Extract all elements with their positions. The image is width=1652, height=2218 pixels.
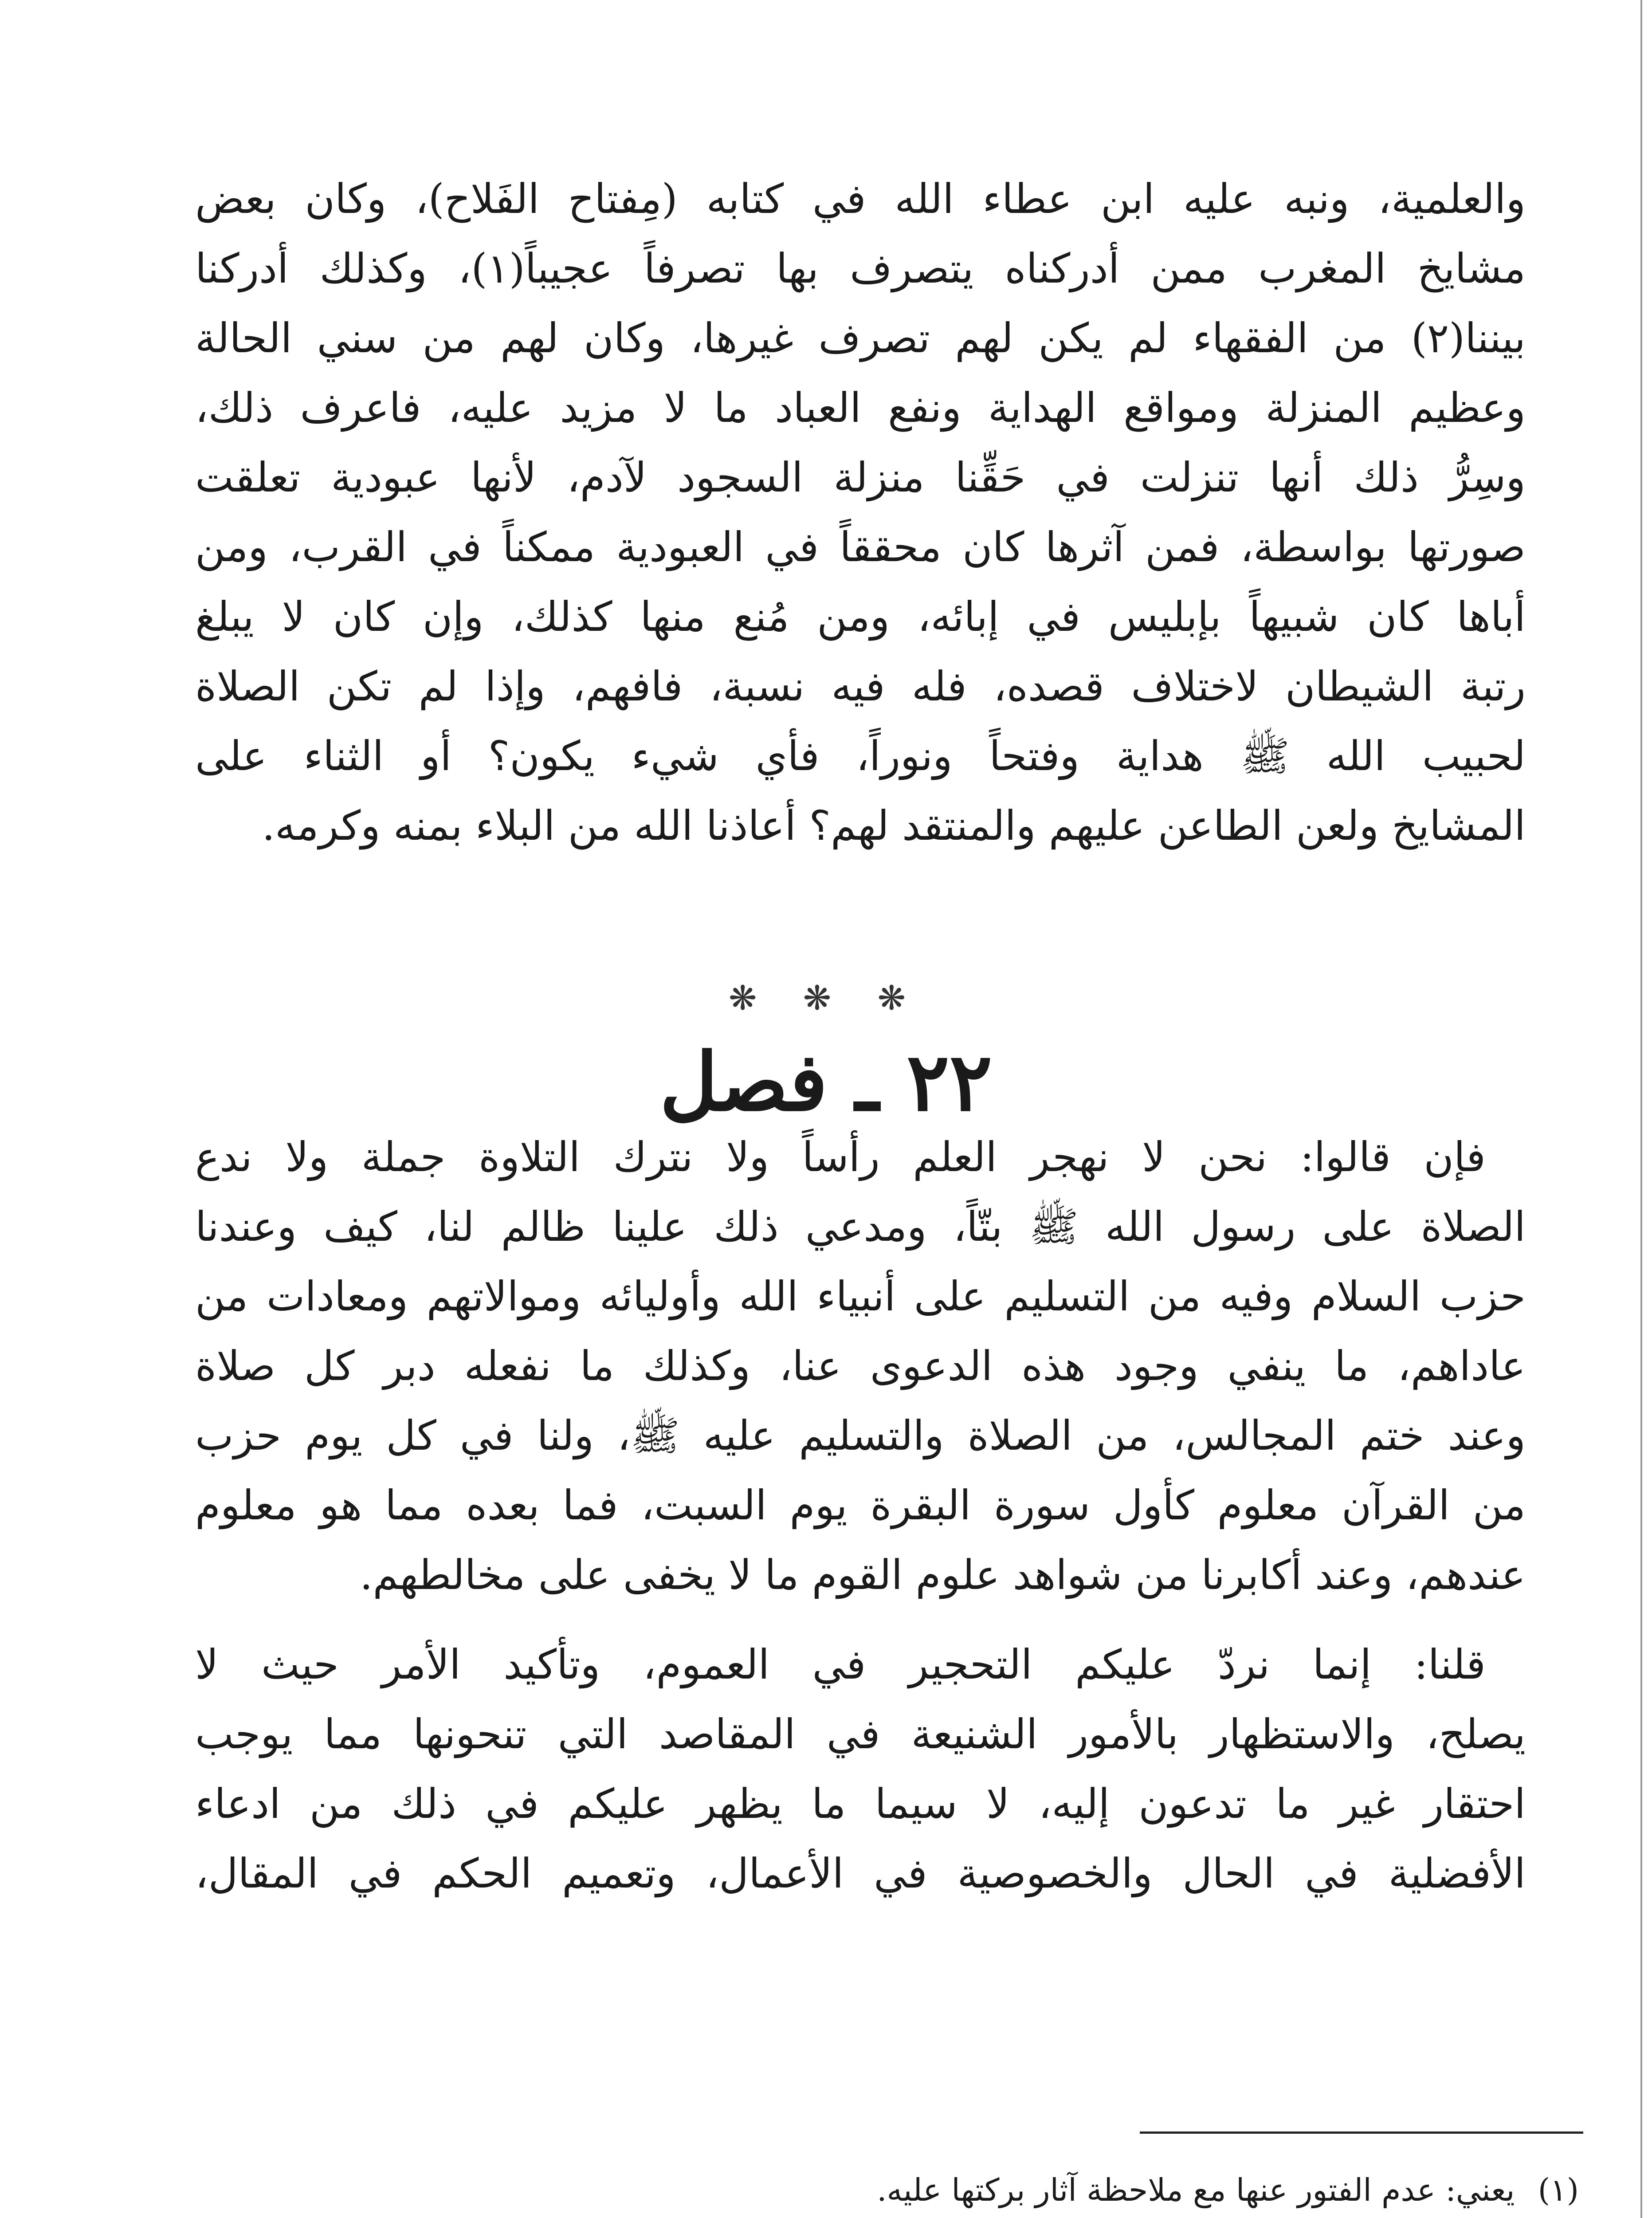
text-line: الأفضلية في الحال والخصوصية في الأعمال، وتعميم الحكم في المقال، <box>195 1850 1526 1897</box>
footnote <box>195 2160 1579 2218</box>
text-line: عندهم، وعند أكابرنا من شواهد علوم القوم ما لا يخفى على مخالطهم. <box>360 1551 1526 1599</box>
text-line: فإن قالوا: نحن لا نهجر العلم رأساً ولا نترك التلاوة جملة ولا ندع <box>195 1133 1486 1181</box>
text-line: وعظيم المنزلة ومواقع الهداية ونفع العباد ما لا مزيد عليه، فاعرف ذلك، <box>195 384 1526 432</box>
text-line: وعند ختم المجالس، من الصلاة والتسليم عليه ﷺ، ولنا في كل يوم حزب <box>195 1412 1526 1459</box>
text-line: والعلمية، ونبه عليه ابن عطاء الله في كتابه (مِفتاح الفَلاح)، وكان بعض <box>195 175 1526 223</box>
paragraph <box>195 164 1526 861</box>
section-heading: ٢٢ ـ فصل <box>659 1035 993 1129</box>
text-line: بيننا(٢) من الفقهاء لم يكن لهم تصرف غيرها، وكان لهم من سني الحالة <box>195 315 1526 362</box>
section-one-text <box>195 164 1526 861</box>
text-line: احتقار غير ما تدعون إليه، لا سيما ما يظهر عليكم في ذلك من ادعاء <box>195 1780 1526 1828</box>
text-line: قلنا: إنما نردّ عليكم التحجير في العموم، وتأكيد الأمر حيث لا <box>195 1641 1486 1688</box>
text-line: عاداهم، ما ينفي وجود هذه الدعوى عنا، وكذلك ما نفعله دبر كل صلاة <box>195 1342 1526 1390</box>
footnotes <box>195 2160 1579 2218</box>
footnote-separator <box>1140 2131 1583 2134</box>
section-divider-ornament: ❋ ❋ ❋ <box>728 978 924 1018</box>
paragraph <box>195 1122 1526 1610</box>
text-line: حزب السلام وفيه من التسليم على أنبياء الله وأوليائه وموالاتهم ومعادات من <box>195 1273 1526 1320</box>
text-line: المشايخ ولعن الطاعن عليهم والمنتقد لهم؟ أعاذنا الله من البلاء بمنه وكرمه. <box>262 802 1526 849</box>
text-line: يصلح، والاستظهار بالأمور الشنيعة في المقاصد التي تنحونها مما يوجب <box>195 1711 1526 1758</box>
text-line: لحبيب الله ﷺ هداية وفتحاً ونوراً، فأي شيء يكون؟ أو الثناء على <box>195 732 1526 780</box>
text-line: رتبة الشيطان لاختلاف قصده، فله فيه نسبة، فافهم، وإذا لم تكن الصلاة <box>195 663 1526 710</box>
text-line: الصلاة على رسول الله ﷺ بتّاً، ومدعي ذلك علينا ظالم لنا، كيف وعندنا <box>195 1203 1526 1251</box>
paragraph-gap <box>195 1610 1526 1630</box>
footnote-text: يعني: عدم الفتور عنها مع ملاحظة آثار بركتها عليه. <box>877 2172 1515 2208</box>
text-line: صورتها بواسطة، فمن آثرها كان محققاً في العبودية ممكناً في القرب، ومن <box>195 523 1526 571</box>
paragraph <box>195 1630 1526 1908</box>
footnote-number: (١) <box>1538 2172 1579 2208</box>
text-line: أباها كان شبيهاً بإبليس في إبائه، ومن مُنع منها كذلك، وإن كان لا يبلغ <box>195 593 1526 641</box>
text-line: مشايخ المغرب ممن أدركناه يتصرف بها تصرفاً عجيباً(١)، وكذلك أدركنا <box>195 245 1526 292</box>
section-two-text <box>195 1122 1526 1908</box>
text-line: وسِرُّ ذلك أنها تنزلت في حَقِّنا منزلة السجود لآدم، لأنها عبودية تعلقت <box>195 454 1526 501</box>
text-line: من القرآن معلوم كأول سورة البقرة يوم السبت، فما بعده مما هو معلوم <box>195 1482 1526 1529</box>
